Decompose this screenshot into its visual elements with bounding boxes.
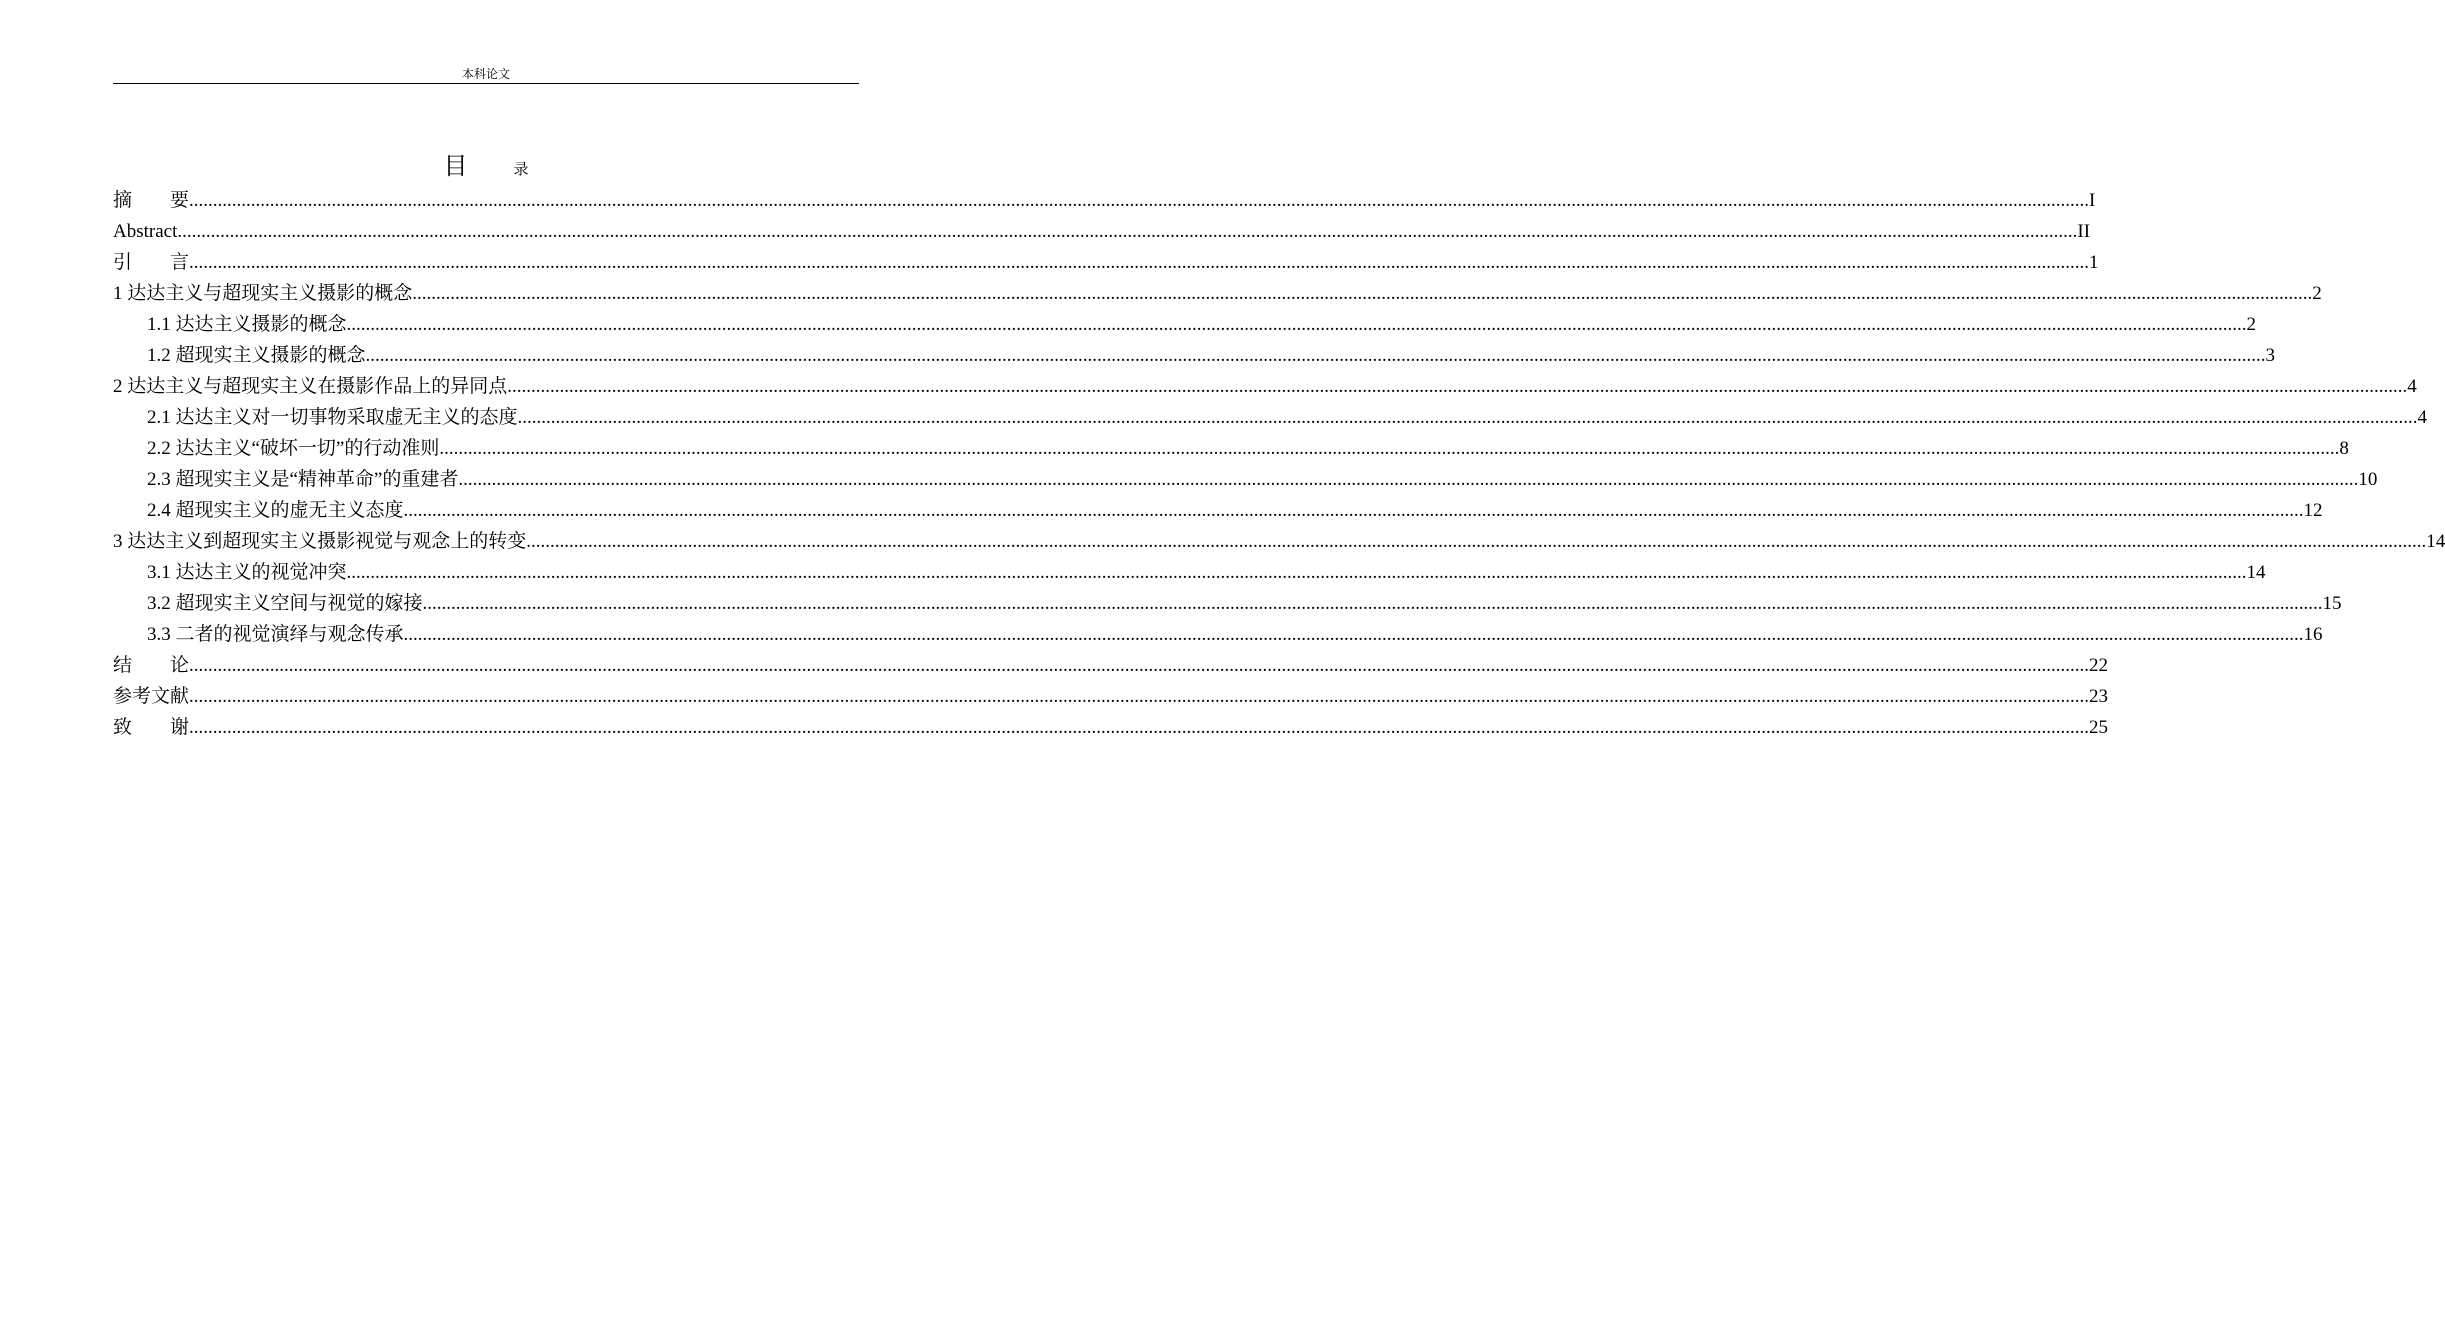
toc-entry[interactable]	[113, 433, 2349, 464]
table-of-contents	[113, 185, 2445, 743]
toc-entry-page-number: 2	[2312, 283, 2322, 304]
toc-entry[interactable]	[113, 588, 2342, 619]
toc-entry-label: 2 达达主义与超现实主义在摄影作品上的异同点	[113, 376, 508, 397]
toc-dot-leader: ................................................................................................................................................................................................................................................................................................................................................................................................................	[189, 686, 2090, 707]
toc-entry-label: 1 达达主义与超现实主义摄影的概念	[113, 283, 413, 304]
toc-entry-page-number: 14	[2426, 531, 2445, 552]
toc-entry-label: 2.1 达达主义对一切事物采取虚无主义的态度	[147, 407, 518, 428]
toc-dot-leader: ................................................................................................................................................................................................................................................................................................................................................................................................................	[403, 500, 2304, 521]
toc-entry[interactable]	[113, 371, 2417, 402]
toc-entry[interactable]	[113, 712, 2109, 743]
toc-entry-label: 摘 要	[113, 190, 190, 211]
toc-entry-label: 2.2 达达主义“破坏一切”的行动准则	[147, 438, 440, 459]
toc-dot-leader: ................................................................................................................................................................................................................................................................................................................................................................................................................	[365, 345, 2266, 366]
toc-entry-label: 3.3 二者的视觉演绎与观念传承	[147, 624, 404, 645]
toc-entry-page-number: 14	[2246, 562, 2266, 583]
toc-entry-label: 3 达达主义到超现实主义摄影视觉与观念上的转变	[113, 531, 527, 552]
toc-entry-page-number: 10	[2358, 469, 2378, 490]
toc-entry[interactable]	[113, 309, 2257, 340]
toc-dot-leader: ................................................................................................................................................................................................................................................................................................................................................................................................................	[458, 469, 2359, 490]
toc-entry[interactable]	[113, 278, 2322, 309]
toc-entry[interactable]	[113, 402, 2428, 433]
toc-dot-leader: ................................................................................................................................................................................................................................................................................................................................................................................................................	[189, 190, 2090, 211]
toc-entry[interactable]	[113, 619, 2323, 650]
toc-entry[interactable]	[113, 557, 2266, 588]
toc-entry-page-number: 16	[2303, 624, 2323, 645]
toc-entry-page-number: 8	[2339, 438, 2349, 459]
toc-entry-page-number: 25	[2089, 717, 2109, 738]
toc-entry-label: 3.1 达达主义的视觉冲突	[147, 562, 347, 583]
toc-dot-leader: ................................................................................................................................................................................................................................................................................................................................................................................................................	[439, 438, 2340, 459]
toc-entry-label: 2.4 超现实主义的虚无主义态度	[147, 500, 404, 521]
toc-entry[interactable]	[113, 216, 2091, 247]
toc-entry-label: 3.2 超现实主义空间与视觉的嫁接	[147, 593, 423, 614]
toc-entry[interactable]	[113, 340, 2276, 371]
toc-dot-leader: ................................................................................................................................................................................................................................................................................................................................................................................................................	[346, 562, 2247, 583]
toc-entry-page-number: 15	[2322, 593, 2342, 614]
toc-entry-page-number: 4	[2407, 376, 2417, 397]
toc-entry-label: 2.3 超现实主义是“精神革命”的重建者	[147, 469, 459, 490]
toc-dot-leader: ................................................................................................................................................................................................................................................................................................................................................................................................................	[177, 221, 2078, 242]
toc-entry[interactable]	[113, 650, 2109, 681]
toc-entry[interactable]	[113, 464, 2378, 495]
toc-entry-page-number: I	[2089, 190, 2096, 211]
toc-dot-leader: ................................................................................................................................................................................................................................................................................................................................................................................................................	[189, 252, 2090, 273]
toc-entry-page-number: 1	[2089, 252, 2099, 273]
toc-entry-label: 1.1 达达主义摄影的概念	[147, 314, 347, 335]
toc-entry-page-number: 12	[2303, 500, 2323, 521]
toc-entry-page-number: II	[2077, 221, 2091, 242]
toc-entry-label: 参考文献	[113, 686, 190, 707]
toc-dot-leader: ................................................................................................................................................................................................................................................................................................................................................................................................................	[507, 376, 2408, 397]
toc-entry-page-number: 22	[2089, 655, 2109, 676]
toc-dot-leader: ................................................................................................................................................................................................................................................................................................................................................................................................................	[517, 407, 2418, 428]
toc-entry-label: 引 言	[113, 252, 190, 273]
toc-title	[113, 152, 859, 185]
toc-entry-page-number: 2	[2246, 314, 2257, 335]
toc-dot-leader: ................................................................................................................................................................................................................................................................................................................................................................................................................	[189, 717, 2090, 738]
toc-entry-page-number: 3	[2265, 345, 2276, 366]
toc-entry-page-number: 23	[2089, 686, 2109, 707]
toc-entry-label: 致 谢	[113, 717, 190, 738]
toc-entry-label: 1.2 超现实主义摄影的概念	[147, 345, 366, 366]
toc-entry-label: Abstract	[113, 221, 178, 242]
toc-entry[interactable]	[113, 495, 2323, 526]
running-header: 本科论文	[461, 67, 510, 81]
toc-dot-leader: ................................................................................................................................................................................................................................................................................................................................................................................................................	[422, 593, 2323, 614]
toc-title-second-char: 录	[513, 162, 529, 178]
toc-dot-leader: ................................................................................................................................................................................................................................................................................................................................................................................................................	[403, 624, 2304, 645]
toc-dot-leader: ................................................................................................................................................................................................................................................................................................................................................................................................................	[189, 655, 2090, 676]
toc-dot-leader: ................................................................................................................................................................................................................................................................................................................................................................................................................	[526, 531, 2427, 552]
toc-entry-page-number: 4	[2417, 407, 2428, 428]
toc-entry[interactable]	[113, 247, 2099, 278]
toc-entry[interactable]	[113, 185, 2096, 216]
toc-entry[interactable]	[113, 526, 2445, 557]
header-rule	[113, 83, 859, 84]
toc-dot-leader: ................................................................................................................................................................................................................................................................................................................................................................................................................	[346, 314, 2247, 335]
toc-entry[interactable]	[113, 681, 2109, 712]
toc-entry-label: 结 论	[113, 655, 190, 676]
toc-dot-leader: ................................................................................................................................................................................................................................................................................................................................................................................................................	[412, 283, 2313, 304]
toc-title-first-char: 目	[443, 154, 468, 180]
